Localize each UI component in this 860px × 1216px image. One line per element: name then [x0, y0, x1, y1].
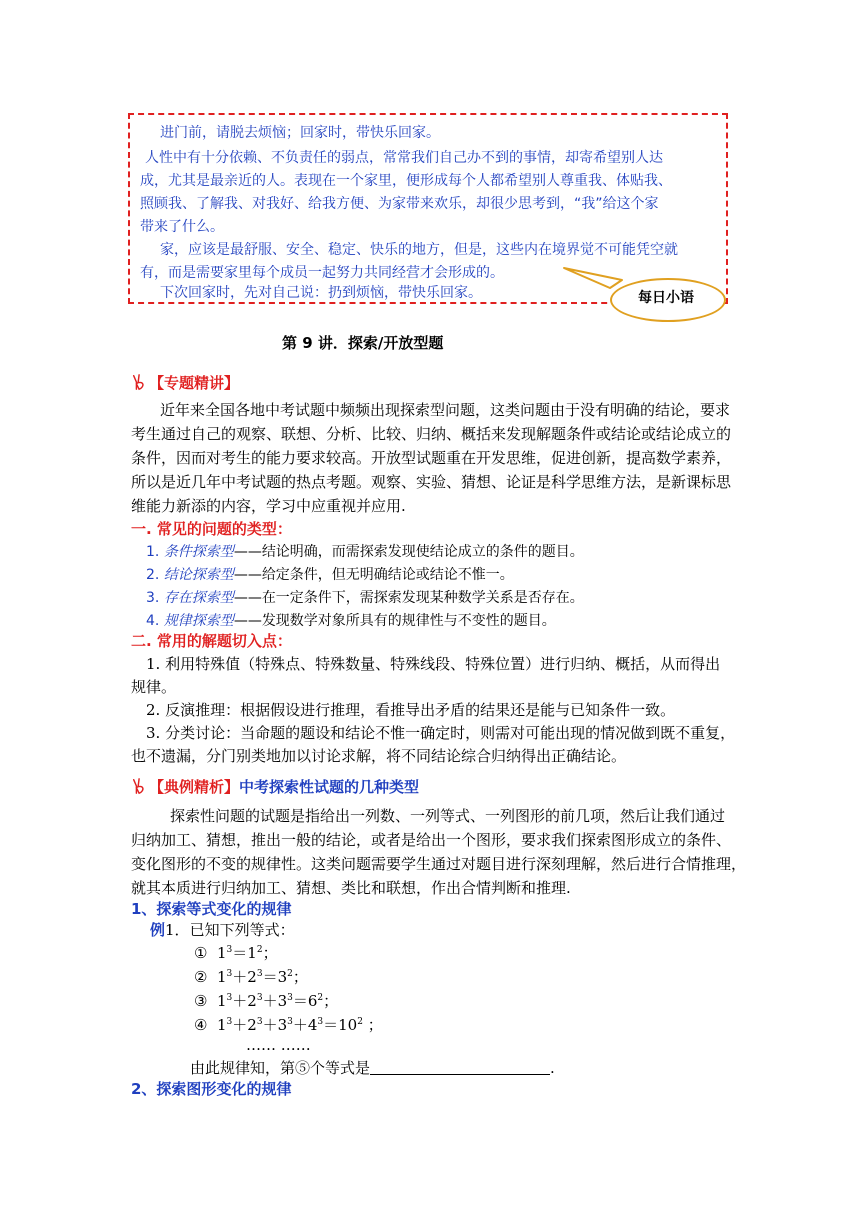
- quote-line: 成，尤其是最亲近的人。表现在一个家里，便形成每个人都希望别人尊重我、体贴我、: [140, 173, 672, 189]
- eq-term: 1: [217, 992, 227, 1010]
- example-intro: 已知下列等式：: [189, 921, 295, 939]
- quote-line: 下次回家时，先对自己说：扔到烦恼，带快乐回家。: [160, 285, 482, 301]
- eq-end: ；: [262, 944, 278, 962]
- eq-exp: 2: [256, 945, 263, 955]
- type-key: 规律探索型: [163, 613, 234, 629]
- lecture-title: 第 9 讲．探索/开放型题: [282, 334, 444, 352]
- eq-term: 1: [217, 944, 227, 962]
- eq-exp: 3: [287, 993, 293, 1003]
- type-item: [146, 564, 514, 584]
- section-heading-text: 【专题精讲】: [149, 374, 240, 392]
- entry-heading: 二. 常用的解题切入点：: [131, 632, 292, 650]
- entry-line: 规律。: [131, 678, 177, 696]
- eq-term: ＋2: [232, 1016, 257, 1034]
- paragraph-line: 条件，因而对考生的能力要求较高。开放型试题重在开发思维，促进创新，提高数学素养，: [131, 449, 732, 467]
- type-text: ——发现数学对象所具有的规律性与不变性的题目。: [233, 613, 556, 629]
- eq-exp: 3: [226, 969, 233, 979]
- eq-term: ＋3: [262, 992, 288, 1010]
- entry-line: 3. 分类讨论：当命题的题设和结论不惟一确定时，则需对可能出现的情况做到既不重复，: [146, 724, 736, 742]
- ellipsis: …… ……: [246, 1036, 311, 1054]
- quote-line: 进门前，请脱去烦恼；回家时，带快乐回家。: [160, 125, 440, 141]
- eq-mark: ②: [194, 968, 208, 986]
- example-question: [190, 1056, 555, 1080]
- equation-2: [194, 966, 308, 987]
- entry-line: 1. 利用特殊值（特殊点、特殊数量、特殊线段、特殊位置）进行归纳、概括，从而得出: [146, 655, 721, 673]
- eq-exp: 3: [256, 1017, 263, 1027]
- section-heading-examples: [131, 776, 419, 797]
- equation-1: [194, 942, 278, 963]
- eq-mark: ③: [194, 992, 208, 1010]
- eq-term: ＝3: [262, 968, 288, 986]
- eq-mark: ①: [194, 944, 208, 962]
- type-num: 3.: [146, 590, 160, 606]
- paragraph-line: 所以是近几年中考试题的热点考题。观察、实验、猜想、论证是科学思维方法，是新课标思: [131, 473, 732, 491]
- eq-term: ＋2: [232, 992, 257, 1010]
- answer-blank[interactable]: [370, 1060, 550, 1075]
- quote-line: 带来了什么。: [140, 219, 224, 235]
- paragraph-line: 变化图形的不变的规律性。这类问题需要学生通过对题目进行深刻理解，然后进行合情推理，: [131, 855, 747, 873]
- eq-term: ＋3: [262, 1016, 288, 1034]
- eq-term: ＋4: [292, 1016, 318, 1034]
- paragraph-line: 维能力新添的内容，学习中应重视并应用.: [131, 497, 406, 515]
- victory-hand-icon: [131, 373, 149, 391]
- question-end: .: [550, 1059, 555, 1077]
- section-subtitle: 中考探索性试题的几种类型: [239, 778, 420, 796]
- entry-line: 也不遗漏，分门别类地加以讨论求解，将不同结论综合归纳得出正确结论。: [131, 747, 627, 765]
- paragraph-line: 归纳加工、猜想，推出一般的结论，或者是给出一个图形，要求我们探索图形成立的条件、: [131, 831, 732, 849]
- types-heading: 一. 常见的问题的类型：: [131, 520, 292, 538]
- eq-mark: ④: [194, 1016, 208, 1034]
- eq-exp: 3: [317, 1017, 324, 1027]
- quote-line: 人性中有十分依赖、不负责任的弱点，常常我们自己办不到的事情，却寄希望别人达: [145, 150, 663, 166]
- eq-end: ；: [362, 1016, 383, 1034]
- eq-exp: 3: [226, 993, 233, 1003]
- paragraph-line: 考生通过自己的观察、联想、分析、比较、归纳、概括来发现解题条件或结论或结论成立的: [131, 425, 732, 443]
- quote-line: 家，应该是最舒服、安全、稳定、快乐的地方，但是，这些内在境界觉不可能凭空就: [160, 242, 678, 258]
- equation-4: [194, 1014, 383, 1035]
- type-num: 4.: [146, 613, 160, 629]
- part1-heading: 1、探索等式变化的规律: [131, 900, 292, 918]
- eq-exp: 2: [357, 1017, 363, 1027]
- type-item: [146, 610, 556, 630]
- eq-exp: 3: [287, 1017, 293, 1027]
- eq-exp: 3: [256, 969, 263, 979]
- type-text: ——给定条件，但无明确结论或结论不惟一。: [233, 567, 514, 583]
- entry-line: 2. 反演推理：根据假设进行推理，看推导出矛盾的结果还是能与已知条件一致。: [146, 701, 676, 719]
- eq-exp: 3: [256, 993, 263, 1003]
- eq-exp: 2: [317, 993, 324, 1003]
- eq-exp: 3: [226, 945, 233, 955]
- type-key: 条件探索型: [163, 544, 234, 560]
- eq-exp: 2: [287, 969, 293, 979]
- type-num: 2.: [146, 567, 160, 583]
- eq-exp: 3: [226, 1017, 233, 1027]
- type-text: ——结论明确，而需探索发现使结论成立的条件的题目。: [233, 544, 584, 560]
- type-item: [146, 541, 584, 561]
- part2-heading: 2、探索图形变化的规律: [131, 1080, 292, 1098]
- example-label: 例: [150, 921, 166, 939]
- speech-bubble-label: 每日小语: [638, 290, 694, 306]
- eq-term: 1: [217, 968, 227, 986]
- eq-term: ＝6: [292, 992, 318, 1010]
- eq-term: ＝10: [323, 1016, 358, 1034]
- type-key: 存在探索型: [163, 590, 234, 606]
- quote-line: 照顾我、了解我、对我好、给我方便、为家带来欢乐，却很少思考到，“我”给这个家: [140, 196, 659, 212]
- type-key: 结论探索型: [163, 567, 234, 583]
- eq-term: ＋2: [232, 968, 257, 986]
- eq-term: 1: [217, 1016, 227, 1034]
- section-heading-text: 【典例精析】: [149, 778, 240, 796]
- type-item: [146, 587, 584, 607]
- equation-3: [194, 990, 338, 1011]
- paragraph-line: 近年来全国各地中考试题中频频出现探索型问题，这类问题由于没有明确的结论，要求: [160, 401, 731, 419]
- type-num: 1.: [146, 544, 160, 560]
- example-num: 1．: [165, 921, 190, 939]
- victory-hand-icon: [131, 777, 149, 795]
- eq-end: ；: [323, 992, 339, 1010]
- question-text: 由此规律知，第⑤个等式是: [190, 1059, 371, 1077]
- eq-end: ；: [292, 968, 308, 986]
- type-text: ——在一定条件下，需探索发现某种数学关系是否存在。: [233, 590, 584, 606]
- paragraph-line: 就其本质进行归纳加工、猜想、类比和联想，作出合情判断和推理.: [131, 879, 571, 897]
- example-line: [150, 918, 295, 942]
- quote-line: 有，而是需要家里每个成员一起努力共同经营才会形成的。: [140, 265, 504, 281]
- paragraph-line: 探索性问题的试题是指给出一列数、一列等式、一列图形的前几项，然后让我们通过: [170, 807, 726, 825]
- eq-term: ＝1: [232, 944, 257, 962]
- section-heading-topic: [131, 372, 239, 393]
